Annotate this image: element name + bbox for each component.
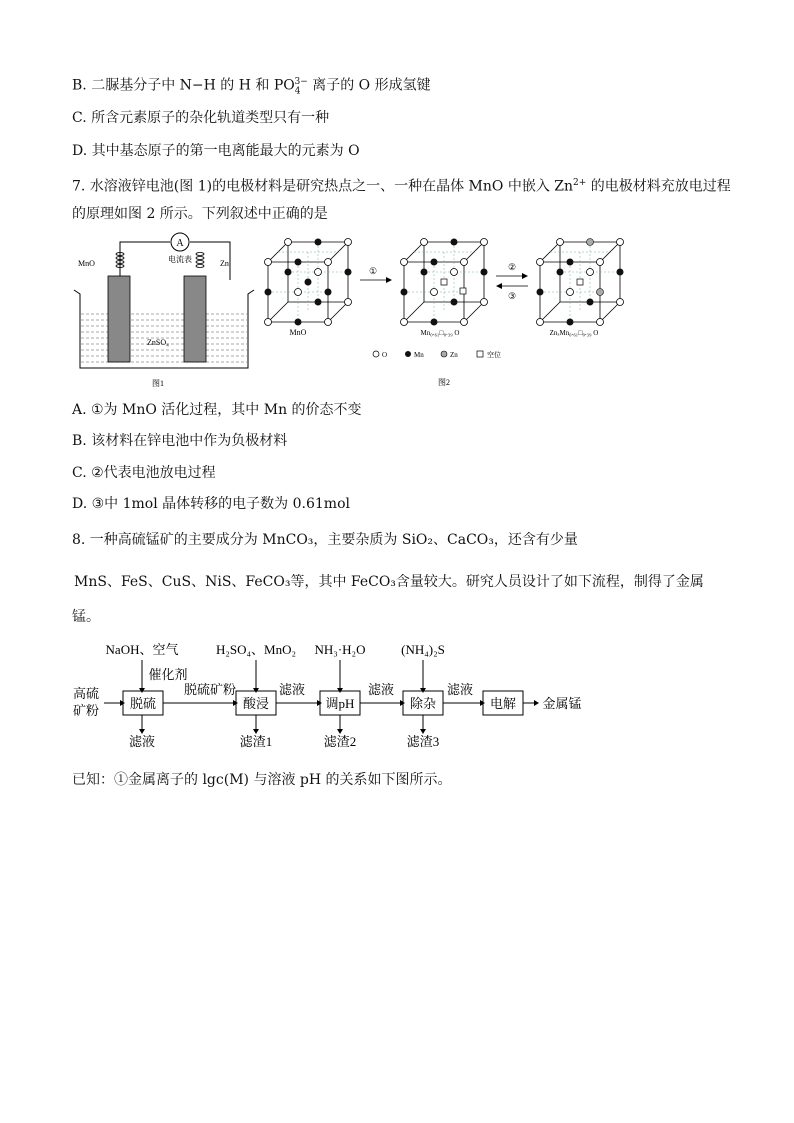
superscript: 3− bbox=[294, 77, 308, 87]
arrow-2-label: 滤液 bbox=[278, 682, 306, 697]
superscript: 2+ bbox=[573, 178, 587, 188]
q8-known: 已知：①金属离子的 lgc(M) 与溶液 pH 的关系如下图所示。 bbox=[72, 772, 452, 788]
q6-option-c: C. 所含元素原子的杂化轨道类型只有一种 bbox=[72, 110, 330, 126]
subscript: 4 bbox=[294, 86, 301, 97]
left-electrode-label: MnO bbox=[78, 259, 95, 268]
zn-electrode bbox=[184, 276, 206, 362]
right-coil-icon bbox=[196, 253, 204, 268]
stem-text: 7. 水溶液锌电池(图 1)的电极材料是研究热点之一、一种在晶体 MnO 中嵌入 Zn bbox=[72, 178, 574, 195]
q7-option-b: B. 该材料在锌电池中作为负极材料 bbox=[72, 433, 288, 449]
step-1-label: ① bbox=[368, 266, 378, 276]
output-1: 滤液 bbox=[128, 734, 156, 749]
figure-2-crystals bbox=[258, 232, 628, 392]
figure-1-caption: 图1 bbox=[152, 379, 164, 388]
step-2-label: ② bbox=[507, 262, 517, 272]
box-1-label: 脱硫 bbox=[129, 696, 157, 711]
box-5-label: 电解 bbox=[489, 696, 517, 711]
crystal-1-label: MnO bbox=[289, 328, 307, 337]
crystal-2-label: Mn₀.₆₁□₀.₃₉ O bbox=[420, 329, 460, 337]
input-label-1: 高硫 bbox=[72, 686, 100, 701]
legend-o: O bbox=[382, 351, 388, 359]
arrow-4-label: 滤液 bbox=[446, 682, 474, 697]
q7-option-d: D. ③中 1mol 晶体转移的电子数为 0.61mol bbox=[72, 496, 350, 512]
stem-text: 的电极材料充放电过程 bbox=[586, 178, 731, 195]
catalyst-label: 催化剂 bbox=[148, 667, 188, 682]
box-3-label: 调pH bbox=[325, 696, 355, 711]
q7-stem-line1 bbox=[72, 173, 731, 197]
arrow-1-label: 脱硫矿粉 bbox=[183, 682, 237, 697]
figure-1-battery bbox=[70, 228, 260, 393]
q6-option-b bbox=[72, 72, 431, 101]
figure-2-legend bbox=[373, 350, 501, 359]
q7-option-c: C. ②代表电池放电过程 bbox=[72, 465, 216, 481]
process-flowchart bbox=[70, 636, 630, 754]
ammeter-caption: 电流表 bbox=[168, 255, 192, 264]
electrolyte-label: ZnSO₄ bbox=[147, 338, 169, 347]
arrow-3-label: 滤液 bbox=[367, 682, 395, 697]
output-2: 滤渣1 bbox=[239, 734, 273, 749]
reagent-3: NH₃·H₂O bbox=[314, 642, 366, 657]
option-label: B. bbox=[72, 77, 92, 94]
option-text: 离子的 O 形成氢键 bbox=[307, 77, 431, 94]
q7-option-a: A. ①为 MnO 活化过程，其中 Mn 的价态不变 bbox=[72, 402, 362, 418]
output-3: 滤渣2 bbox=[323, 734, 357, 749]
q8-stem-line1: 8. 一种高硫锰矿的主要成分为 MnCO₃，主要杂质为 SiO₂、CaCO₃，还含有少量 bbox=[72, 532, 578, 548]
crystal-mno bbox=[265, 239, 352, 338]
box-2-label: 酸浸 bbox=[242, 696, 270, 711]
q8-stem-line3: 锰。 bbox=[72, 609, 100, 625]
legend-zn: Zn bbox=[450, 351, 458, 359]
product-label: 金属锰 bbox=[542, 696, 582, 711]
right-electrode-label: Zn bbox=[220, 259, 229, 268]
crystal-3-label: ZnₓMn₀.₆₁□₀.₃₉ O bbox=[549, 329, 599, 337]
input-label-2: 矿粉 bbox=[72, 703, 100, 718]
reagent-1: NaOH、空气 bbox=[105, 642, 179, 657]
q7-stem-line2: 的原理如图 2 所示。下列叙述中正确的是 bbox=[72, 206, 328, 222]
output-4: 滤渣3 bbox=[406, 734, 440, 749]
q6-option-d: D. 其中基态原子的第一电离能最大的元素为 O bbox=[72, 143, 360, 159]
crystal-activated bbox=[401, 239, 488, 338]
option-text: 二脲基分子中 N−H 的 H 和 PO bbox=[91, 77, 295, 94]
ammeter-label: A bbox=[176, 238, 184, 249]
step-3-label: ③ bbox=[507, 291, 517, 301]
legend-vacancy: 空位 bbox=[487, 351, 501, 359]
reagent-4: (NH₄)₂S bbox=[401, 642, 445, 657]
q8-stem-line2: MnS、FeS、CuS、NiS、FeCO₃等，其中 FeCO₃含量较大。研究人员设计了如下流程，制得了金属 bbox=[74, 574, 704, 590]
crystal-zinc-inserted bbox=[537, 239, 624, 338]
mno-electrode bbox=[108, 276, 130, 362]
legend-mn: Mn bbox=[414, 351, 424, 359]
reagent-2: H₂SO₄、MnO₂ bbox=[215, 642, 297, 657]
figure-2-caption: 图2 bbox=[438, 378, 450, 387]
box-4-label: 除杂 bbox=[409, 696, 437, 711]
